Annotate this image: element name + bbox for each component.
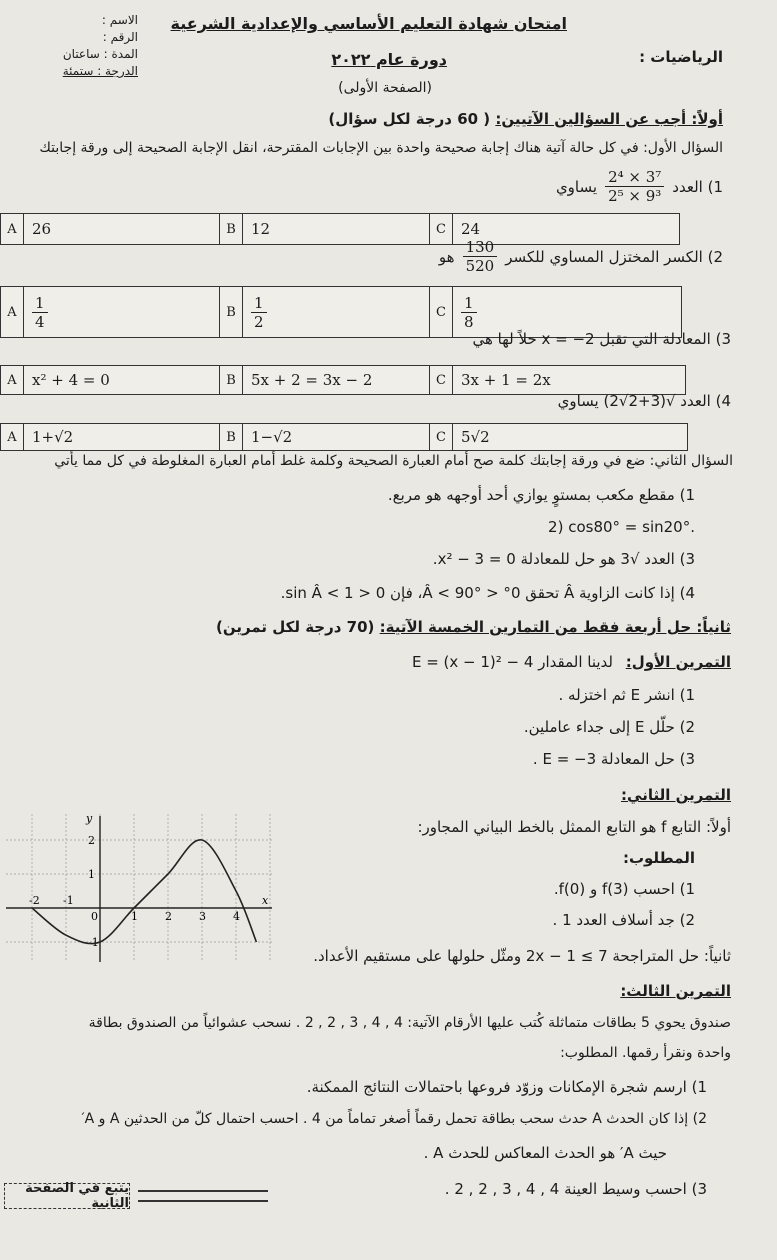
x-tick-label: 3 [199, 910, 206, 923]
ex1-item-2: 2) حلّل E إلى جداء عاملين. [523, 718, 695, 736]
subject-label: الرياضيات : [639, 48, 723, 66]
x-tick-label: -2 [29, 894, 40, 907]
graph-grid [4, 812, 274, 964]
ex2-required: المطلوب: [622, 849, 695, 867]
field-number: الرقم : [102, 30, 138, 44]
y-tick-label: -1 [88, 936, 99, 949]
ex2-intro: أولاً: التابع f هو التابع الممثل بالخط البياني المجاور: [417, 818, 731, 836]
q1-item-4: 4) العدد √(3+2√2) يساوي [557, 392, 731, 410]
page-label: (الصفحة الأولى) [338, 80, 432, 96]
field-duration: المدة : ساعتان [62, 47, 138, 61]
x-tick-label: 2 [165, 910, 172, 923]
part1-title: أولاً: أجب عن السؤالين الآتيين: ( 60 درجة لكل سؤال) [328, 110, 723, 128]
ex1-item-3: 3) حل المعادلة E = −3 . [532, 750, 695, 768]
x-axis-label: x [262, 894, 269, 907]
function-graph [4, 812, 276, 964]
ex3-item-2: 2) إذا كان الحدث A حدث سحب بطاقة تحمل رقماً أصغر تماماً من 4 . احسب احتمال كلّ من الحدثين A و A′ [81, 1111, 707, 1127]
q1-intro: السؤال الأول: في كل حالة آتية هناك إجابة صحيحة واحدة بين الإجابات المقترحة، انقل الإجابة الصحيحة إلى ورقة إجابتك [39, 140, 723, 156]
exam-session: دورة عام ٢٠٢٢ [331, 50, 447, 69]
option-a: A 1+√2 [1, 424, 219, 450]
ex2-second: ثانياً: حل المتراجحة 2x − 1 ≤ 7 ومثّل حلولها على مستقيم الأعداد. [313, 947, 731, 965]
field-name: الاسم : [101, 13, 138, 27]
student-info [38, 12, 138, 80]
option-b: B 12 [219, 214, 430, 244]
q1-item-3: 3) المعادلة التي تقبل x = −2 حلاً لها هي [472, 330, 731, 348]
ex3-item-2b: حيث A′ هو الحدث المعاكس للحدث A . [423, 1144, 667, 1162]
q2-item-2: 2) cos80° = sin20°. [548, 518, 695, 536]
x-tick-label: -1 [63, 894, 74, 907]
ex1-item-1: 1) انشر E ثم اختزله . [558, 686, 695, 704]
ex3-intro2: واحدة ونقرأ رقمها. المطلوب: [560, 1045, 731, 1061]
option-c: C 24 [429, 214, 678, 244]
option-c: C $\frac{1}{8}$ [429, 287, 680, 337]
option-c: C 5√2 [429, 424, 686, 450]
q2-item-1: 1) مقطع مكعب بمستوٍ يوازي أحد أوجهه هو مربع. [387, 486, 695, 504]
ex2-item-2: 2) جد أسلاف العدد 1 . [552, 911, 695, 929]
q1-item-1: 1) العدد $\frac{\text{3⁷ × 2⁴}}{\text{9³ × 2⁵}}$ يساوي [555, 168, 723, 205]
ex2-item-1: 1) احسب f(3) و f(0). [553, 880, 695, 898]
y-axis-label: y [86, 812, 93, 825]
option-b: B 1−√2 [219, 424, 430, 450]
option-b: B 5x + 2 = 3x − 2 [219, 366, 430, 394]
option-a: A x² + 4 = 0 [1, 366, 219, 394]
ex2-title: التمرين الثاني: [621, 786, 731, 804]
q2-item-4: 4) إذا كانت الزاوية Â تحقق 0° < Â < 90°، فإن 0 < sin Â < 1. [280, 584, 695, 602]
x-tick-label: 4 [233, 910, 240, 923]
option-a: A $\frac{1}{4}$ [1, 287, 219, 337]
part2-title: ثانياً: حل أربعة فقط من التمارين الخمسة الآتية: (70 درجة لكل تمرين) [216, 618, 731, 636]
field-grade: الدرجة : ستمئة [62, 64, 138, 78]
ex3-title: التمرين الثالث: [620, 982, 731, 1000]
graph-axes [6, 816, 272, 962]
q2-item-3: 3) العدد √3 هو حل للمعادلة x² − 3 = 0. [432, 550, 695, 568]
answer-row-4 [0, 423, 688, 451]
option-b: B $\frac{1}{2}$ [219, 287, 430, 337]
ex1-title: التمرين الأول: [625, 653, 731, 671]
ex3-intro: صندوق يحوي 5 بطاقات متماثلة كُتب عليها الأرقام الآتية: 4 , 4 , 3 , 2 , 2 . نسحب عشوائياً من الصندوق بطاقة [88, 1015, 731, 1031]
continue-note: يتبع في الصفحة الثانية [4, 1183, 130, 1209]
ex1-intro: لدينا المقدار E = (x − 1)² − 4 [411, 653, 613, 671]
ex3-item-3: 3) احسب وسيط العينة 4 , 4 , 3 , 2 , 2 . [444, 1180, 707, 1198]
exam-title: امتحان شهادة التعليم الأساسي والإعدادية الشرعية [170, 14, 567, 33]
y-tick-label: 1 [88, 868, 95, 881]
footer-divider [138, 1190, 268, 1202]
q2-intro: السؤال الثاني: ضع في ورقة إجابتك كلمة صح أمام العبارة الصحيحة وكلمة غلط أمام العبارة المغلوطة في كل مما يأتي [54, 453, 733, 469]
option-a: A 26 [1, 214, 219, 244]
y-tick-label: 2 [88, 834, 95, 847]
q1-item-2: 2) الكسر المختزل المساوي للكسر $\frac{130}{520}$ هو [438, 238, 723, 275]
x-tick-label: 0 [91, 910, 98, 923]
x-tick-label: 1 [131, 910, 138, 923]
option-c: C 3x + 1 = 2x [429, 366, 684, 394]
answer-row-3 [0, 365, 686, 395]
ex3-item-1: 1) ارسم شجرة الإمكانات وزوّد فروعها باحتمالات النتائج الممكنة. [306, 1078, 707, 1096]
